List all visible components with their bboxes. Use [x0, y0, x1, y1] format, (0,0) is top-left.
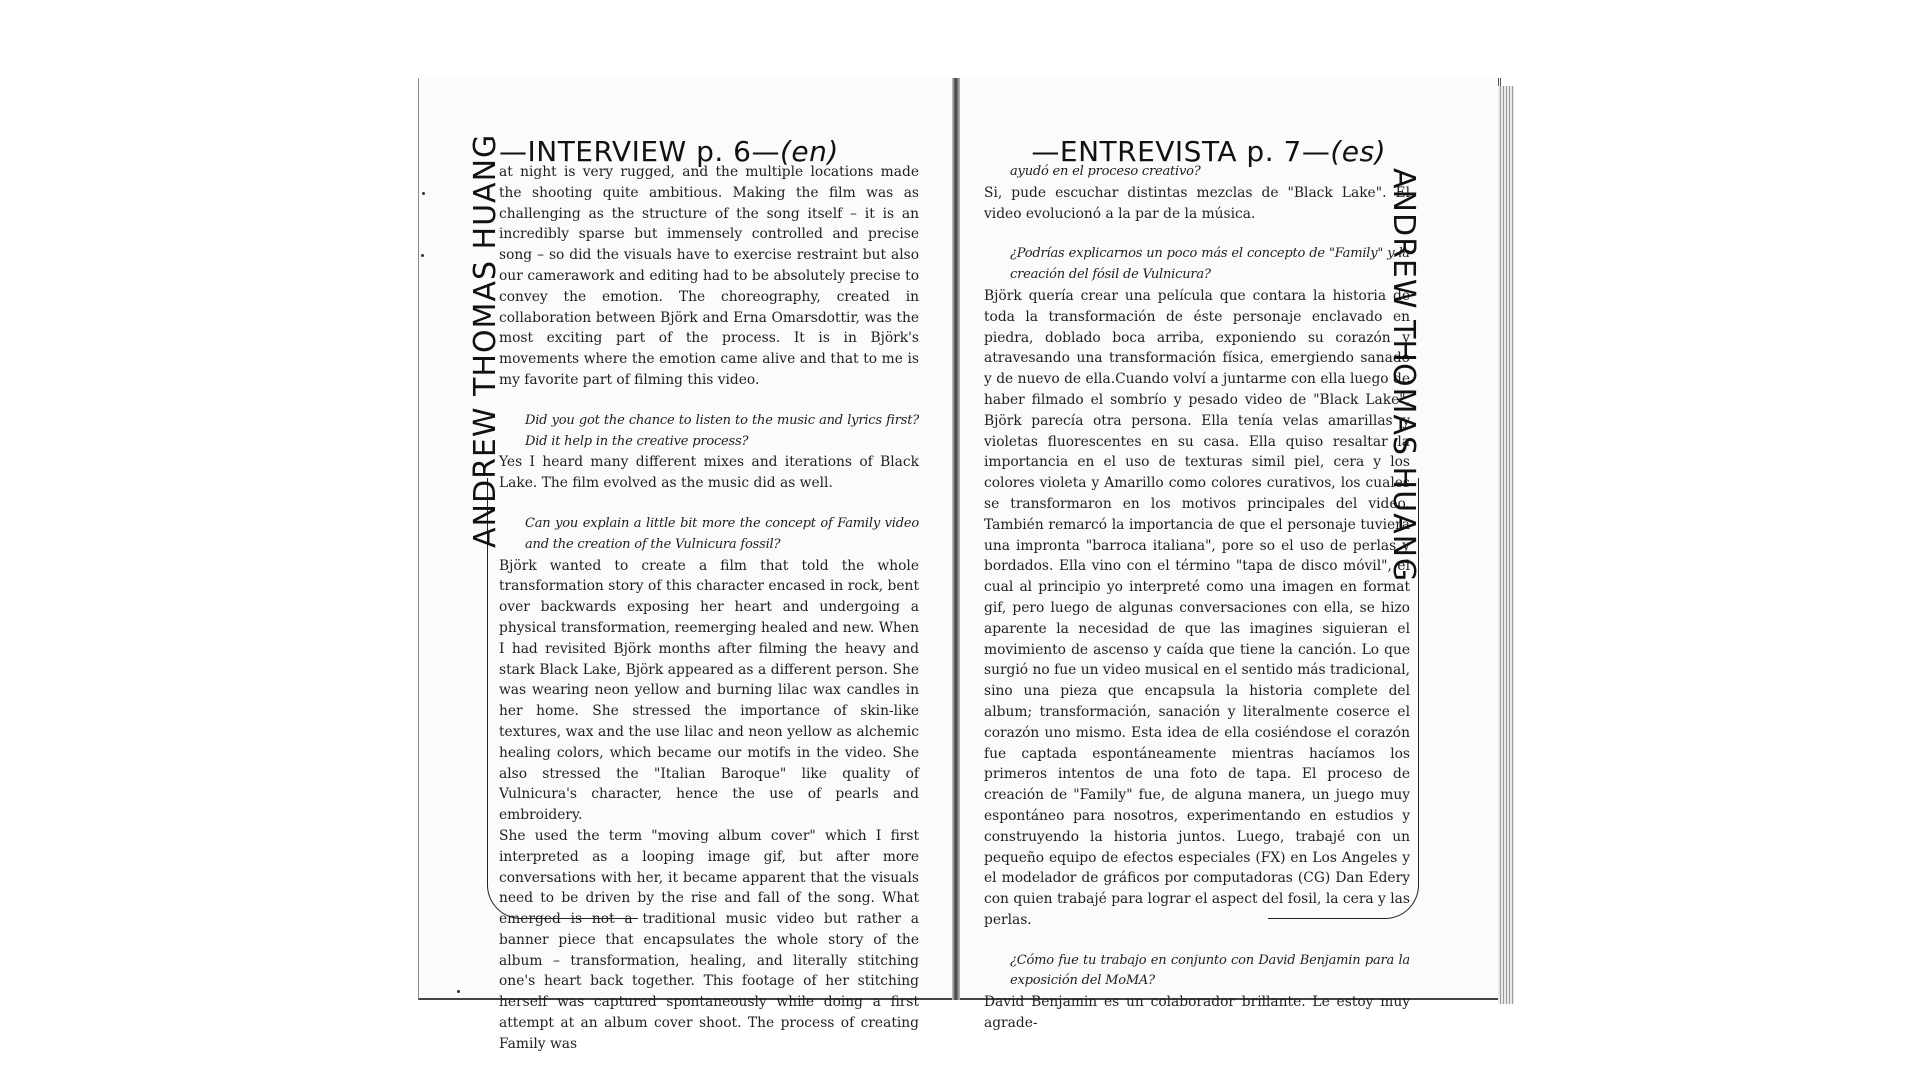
interview-answer: Si, pude escuchar distintas mezclas de "Black Lake". El video evolucionó a la par de la música.	[984, 184, 1410, 222]
page-edges	[1498, 86, 1514, 1004]
right-vertical-name: ANDREW THOMAS HUANG	[1386, 168, 1421, 583]
interview-question: ayudó en el proceso creativo?	[1010, 164, 1201, 179]
interview-question: ¿Podrías explicarnos un poco más el concepto de "Family" y la creación del fósil de Vulnicura?	[1010, 246, 1410, 283]
page-speck	[422, 192, 425, 195]
interview-answer: Yes I heard many different mixes and iterations of Black Lake. The film evolved as the music did as well.	[499, 454, 919, 492]
page-speck	[457, 990, 460, 993]
interview-question: ¿Cómo fue tu trabajo en conjunto con David Benjamin para la exposición del MoMA?	[1010, 952, 1410, 989]
left-page	[418, 78, 957, 1052]
interview-answer: Björk wanted to create a film that told the whole transformation story of this character encased in rock, bent over backwards exposing her heart and undergoing a physical transformation, reemerging healed and new. When I had revisited Björk months after filming the heavy and stark Black Lake, Björk appeared as a different person. She was wearing neon yellow and burning lilac wax candles in her home. She stressed the importance of skin-like textures, wax and the use lilac and neon yellow as alchemic healing colors, which became our motifs in the video. She also stressed the "Italian Baroque" like quality of Vulnicura's character, hence the use of pearls and embroidery.	[499, 557, 919, 824]
running-head-title: —ENTREVISTA p. 7—	[1031, 135, 1331, 168]
left-text-column	[499, 162, 919, 1055]
left-vertical-name: ANDREW THOMAS HUANG	[468, 133, 503, 548]
book-gutter	[952, 78, 960, 1000]
running-head-language: (en)	[780, 135, 839, 168]
interview-answer: She used the term "moving album cover" which I first interpreted as a looping image gif, but after more conversations with her, it became apparent that the visuals need to be driven by the rise and fall of the song. What emerged is not a traditional music video but rather a banner piece that encapsulates the whole story of the album – transformation, healing, and literally stitching one's heart back together. This footage of her stitching herself was captured spontaneously while doing a first attempt at an album cover shoot. The process of creating Family was	[499, 827, 919, 1052]
book-spread	[418, 78, 1516, 1052]
interview-answer: David Benjamin es un colaborador brillante. Le estoy muy agrade-	[984, 994, 1410, 1032]
interview-question: Can you explain a little bit more the concept of Family video and the creation of the Vulnicura fossil?	[525, 515, 919, 552]
interview-answer: at night is very rugged, and the multiple locations made the shooting quite ambitious. Making the film was as challenging as the structure of the song itself – it is an incredibly sparse but immensely controlled and precise song – so did the visuals have to exercise restraint but also our camerawork and editing had to be absolutely precise to convey the emotion. The choreography, created in collaboration between Björk and Erna Omarsdottir, was the most exciting part of the process. It is in Björk's movements where the emotion came alive and that to me is my favorite part of filming this video.	[499, 164, 919, 388]
interview-answer: Björk quería crear una película que contara la historia de toda la transformación de éste personaje enclavado en piedra, doblado boca arriba, exponiendo su corazón y atravesando una transformación física, emergiendo sanado y de nuevo de ella.Cuando volví a juntarme con ella luego de haber filmado el sombrío y pesado video de "Black Lake", Björk parecía otra persona. Ella tenía velas amarillas y violetas fluorescentes en su casa. Ella quiso resaltar la importancia en el uso de texturas simil piel, cera y los colores violeta y Amarillo como colores curativos, los cuales se transformaron en los motivos principales del video. También remarcó la importancia de que el personaje tuviera una impronta "barroca italiana", pore so el uso de perlas y bordados. Ella vino con el término "tapa de disco móvil", el cual al principio yo interpreté como una imagen en format gif, pero luego de algunas conversaciones con ella, se hizo aparente la necesidad de que las imagines siguieran el movimiento de ascenso y caída que tiene la canción. Lo que surgió no fue un video musical en el sentido más tradicional, sino una pieza que encapsula la historia complete del album; transformación, sanación y literalmente coserce el corazón uno mismo. Esta idea de ella cosiéndose el corazón fue captada espontáneamente mientras hacíamos los primeros intentos de una foto de tapa. El proceso de creación de "Family" fue, de alguna manera, un juego muy espontáneo para nosotros, experimentando en estudios y construyendo la historia juntos. Luego, trabajé con un pequeño equipo de efectos especiales (FX) en Los Angeles y el modelador de gráficos por computadoras (CG) Dan Edery con quien trabajé para lograr el aspect del fosil, la cera y las perlas.	[984, 287, 1410, 928]
page-speck	[421, 254, 424, 257]
interview-question: Did you got the chance to listen to the music and lyrics first? Did it help in the creative process?	[525, 412, 919, 449]
running-head-title: —INTERVIEW p. 6—	[499, 135, 780, 168]
running-head-language: (es)	[1330, 135, 1386, 168]
